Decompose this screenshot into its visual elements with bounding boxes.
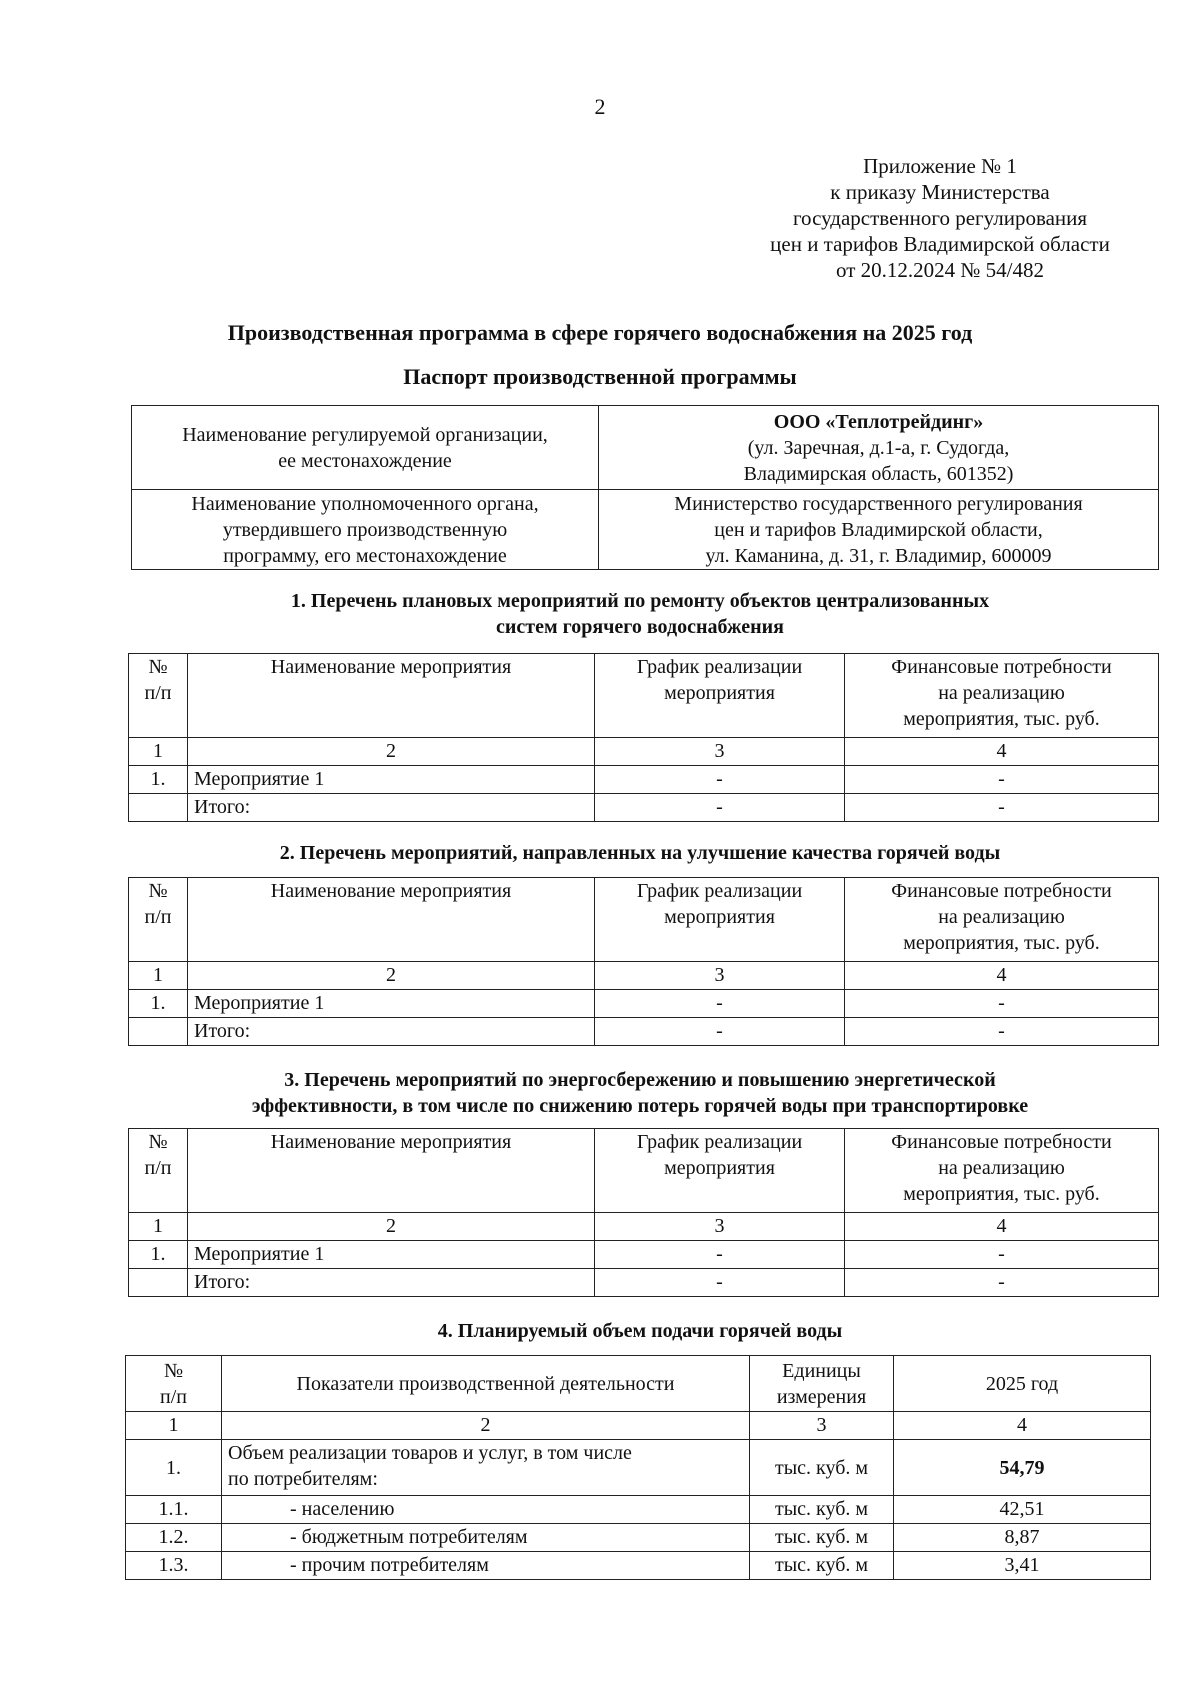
row-indicator: - бюджетным потребителям: [222, 1524, 750, 1552]
header-indicator: Показатели производственной деятельности: [222, 1356, 750, 1412]
section2-title-line: 2. Перечень мероприятий, направленных на улучшение качества горячей воды: [279, 842, 1001, 864]
column-number: 4: [894, 1412, 1151, 1440]
table-row: [129, 1241, 1159, 1269]
row-unit: тыс. куб. м: [750, 1496, 894, 1524]
column-number: 1: [129, 1213, 188, 1241]
column-number: 1: [129, 962, 188, 990]
header-unit: Единицы измерения: [750, 1356, 894, 1412]
section3-table: [128, 1128, 1159, 1297]
passport-authority-value-line: ул. Каманина, д. 31, г. Владимир, 600009: [705, 544, 1052, 567]
total-label: Итого:: [188, 1269, 595, 1297]
section4-table: [125, 1355, 1151, 1580]
column-number: 2: [222, 1412, 750, 1440]
row-schedule: -: [595, 766, 845, 794]
organization-address-line: (ул. Заречная, д.1-а, г. Судогда,: [747, 436, 1010, 459]
passport-authority-label: [132, 490, 599, 570]
section3-title-line: эффективности, в том числе по снижению потерь горячей воды при транспортировке: [251, 1095, 1029, 1117]
passport-authority-label-line: утвердившего производственную: [222, 518, 508, 541]
row-value: 3,41: [894, 1552, 1151, 1580]
document-title: Производственная программа в сфере горячего водоснабжения на 2025 год: [227, 320, 973, 345]
passport-title: Паспорт производственной программы: [403, 364, 797, 389]
header-name: Наименование мероприятия: [188, 654, 595, 738]
appendix-line: к приказу Министерства: [830, 180, 1050, 204]
header-year: 2025 год: [894, 1356, 1151, 1412]
row-name: Мероприятие 1: [188, 990, 595, 1018]
appendix-line: государственного регулирования: [792, 206, 1088, 230]
row-indicator: Объем реализации товаров и услуг, в том числе по потребителям:: [222, 1440, 750, 1496]
header-name: Наименование мероприятия: [188, 1129, 595, 1213]
column-number: 4: [845, 1213, 1159, 1241]
total-schedule: -: [595, 1269, 845, 1297]
row-num: 1.: [129, 1241, 188, 1269]
row-finance: -: [845, 766, 1159, 794]
column-number: 2: [188, 962, 595, 990]
table-row: [129, 766, 1159, 794]
row-value: 8,87: [894, 1524, 1151, 1552]
row-name: Мероприятие 1: [188, 1241, 595, 1269]
row-value: 42,51: [894, 1496, 1151, 1524]
total-label: Итого:: [188, 1018, 595, 1046]
total-schedule: -: [595, 1018, 845, 1046]
column-number: 3: [750, 1412, 894, 1440]
header-num: № п/п: [129, 878, 188, 962]
section3-title: [130, 1067, 1150, 1119]
appendix-line: Приложение № 1: [863, 154, 1017, 178]
row-unit: тыс. куб. м: [750, 1552, 894, 1580]
row-finance: -: [845, 990, 1159, 1018]
table-row: [126, 1552, 1151, 1580]
column-number: 4: [845, 738, 1159, 766]
header-finance: Финансовые потребности на реализацию мероприятия, тыс. руб.: [845, 878, 1159, 962]
total-num: [129, 1269, 188, 1297]
row-num: 1.: [129, 990, 188, 1018]
section2-table: [128, 877, 1159, 1046]
row-num: 1.3.: [126, 1552, 222, 1580]
total-num: [129, 1018, 188, 1046]
row-indicator: - населению: [222, 1496, 750, 1524]
row-unit: тыс. куб. м: [750, 1524, 894, 1552]
row-num: 1.: [129, 766, 188, 794]
passport-authority-value-line: Министерство государственного регулирования: [674, 492, 1083, 515]
total-finance: -: [845, 1018, 1159, 1046]
passport-authority-label-line: Наименование уполномоченного органа,: [191, 492, 539, 515]
section4-title: 4. Планируемый объем подачи горячей воды: [437, 1320, 843, 1342]
organization-name: ООО «Теплотрейдинг»: [773, 410, 984, 433]
total-schedule: -: [595, 794, 845, 822]
column-number: 4: [845, 962, 1159, 990]
passport-org-value: [599, 406, 1159, 490]
passport-org-label-line: ее местонахождение: [278, 449, 452, 472]
passport-org-label: [132, 406, 599, 490]
total-finance: -: [845, 794, 1159, 822]
section1-title-line: систем горячего водоснабжения: [496, 616, 784, 638]
organization-address-line: Владимирская область, 601352): [743, 462, 1014, 485]
section2-title: [130, 840, 1150, 866]
column-number: 3: [595, 1213, 845, 1241]
passport-authority-value-line: цен и тарифов Владимирской области,: [714, 518, 1043, 541]
total-finance: -: [845, 1269, 1159, 1297]
appendix-block: [700, 153, 1180, 283]
total-row: [129, 1018, 1159, 1046]
section3-title-line: 3. Перечень мероприятий по энергосбережению и повышению энергетической: [284, 1069, 996, 1091]
row-unit: тыс. куб. м: [750, 1440, 894, 1496]
row-schedule: -: [595, 1241, 845, 1269]
passport-authority-value: [599, 490, 1159, 570]
header-schedule: График реализации мероприятия: [595, 1129, 845, 1213]
row-name: Мероприятие 1: [188, 766, 595, 794]
header-finance: Финансовые потребности на реализацию мероприятия, тыс. руб.: [845, 1129, 1159, 1213]
column-number: 2: [188, 1213, 595, 1241]
table-row: [129, 990, 1159, 1018]
column-number: 1: [126, 1412, 222, 1440]
passport-authority-label-line: программу, его местонахождение: [223, 544, 507, 567]
section1-title: [130, 588, 1150, 640]
header-schedule: График реализации мероприятия: [595, 654, 845, 738]
row-finance: -: [845, 1241, 1159, 1269]
column-number: 3: [595, 738, 845, 766]
row-value: 54,79: [894, 1440, 1151, 1496]
header-schedule: График реализации мероприятия: [595, 878, 845, 962]
passport-org-label-line: Наименование регулируемой организации,: [182, 423, 548, 446]
total-row: [129, 1269, 1159, 1297]
row-num: 1.: [126, 1440, 222, 1496]
row-schedule: -: [595, 990, 845, 1018]
header-name: Наименование мероприятия: [188, 878, 595, 962]
section1-title-line: 1. Перечень плановых мероприятий по ремонту объектов централизованных: [290, 590, 990, 612]
page-number: 2: [594, 94, 606, 119]
row-indicator: - прочим потребителям: [222, 1552, 750, 1580]
total-num: [129, 794, 188, 822]
row-num: 1.1.: [126, 1496, 222, 1524]
total-label: Итого:: [188, 794, 595, 822]
table-row: [126, 1440, 1151, 1496]
column-number: 2: [188, 738, 595, 766]
appendix-line: от 20.12.2024 № 54/482: [835, 258, 1045, 282]
column-number: 1: [129, 738, 188, 766]
table-row: [126, 1524, 1151, 1552]
passport-table: [131, 405, 1159, 570]
section1-table: [128, 653, 1159, 822]
row-num: 1.2.: [126, 1524, 222, 1552]
header-num: № п/п: [126, 1356, 222, 1412]
table-row: [126, 1496, 1151, 1524]
header-num: № п/п: [129, 654, 188, 738]
header-num: № п/п: [129, 1129, 188, 1213]
column-number: 3: [595, 962, 845, 990]
total-row: [129, 794, 1159, 822]
header-finance: Финансовые потребности на реализацию мероприятия, тыс. руб.: [845, 654, 1159, 738]
appendix-line: цен и тарифов Владимирской области: [770, 232, 1110, 256]
